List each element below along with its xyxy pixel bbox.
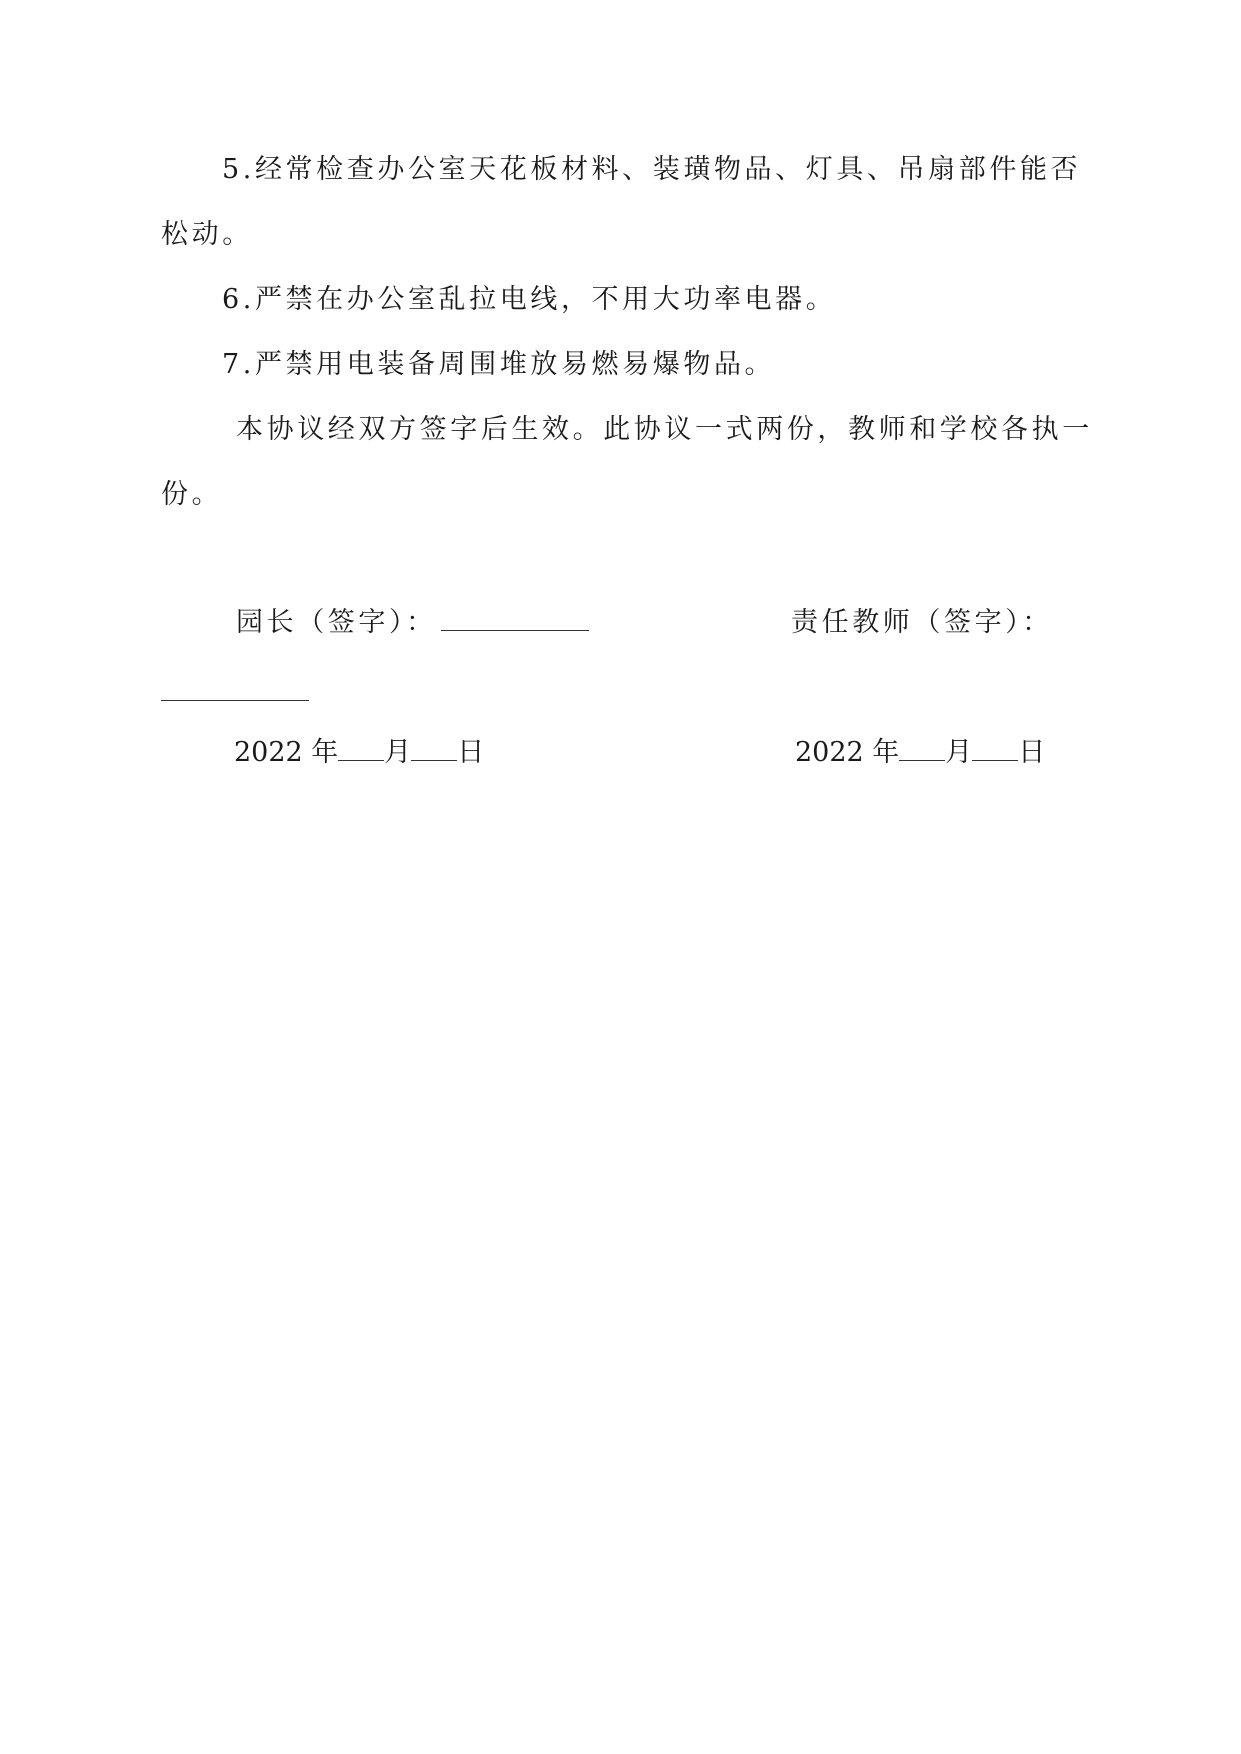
closing-line-1: 本协议经双方签字后生效。此协议一式两份，教师和学校各执一 xyxy=(236,414,1093,445)
closing-line-2: 份。 xyxy=(161,479,223,510)
teacher-date-month: 月 xyxy=(945,737,973,768)
teacher-date-year: 2022 年 xyxy=(795,737,900,768)
principal-date-month-blank[interactable] xyxy=(338,736,384,761)
principal-date-month: 月 xyxy=(384,737,412,768)
item-7: 7.严禁用电装备周围堆放易燃易爆物品。 xyxy=(222,349,776,380)
teacher-date-day: 日 xyxy=(1018,737,1046,768)
teacher-date-month-blank[interactable] xyxy=(899,736,945,761)
principal-signature-blank[interactable] xyxy=(441,606,589,631)
teacher-date-day-blank[interactable] xyxy=(972,736,1018,761)
item-5-line-2: 松动。 xyxy=(161,219,253,250)
teacher-signature-label: 责任教师（签字）： xyxy=(791,607,1053,638)
principal-signature xyxy=(236,603,589,643)
teacher-date xyxy=(795,733,1045,773)
item-5-line-1: 5.经常检查办公室天花板材料、装璜物品、灯具、吊扇部件能否 xyxy=(222,154,1082,185)
principal-signature-label: 园长（签字）： xyxy=(236,607,437,638)
item-6: 6.严禁在办公室乱拉电线，不用大功率电器。 xyxy=(222,284,837,315)
principal-date-year: 2022 年 xyxy=(234,737,339,768)
principal-date-day-blank[interactable] xyxy=(411,736,457,761)
principal-date-day: 日 xyxy=(457,737,485,768)
teacher-signature-blank[interactable] xyxy=(161,700,309,701)
principal-date xyxy=(234,733,484,773)
